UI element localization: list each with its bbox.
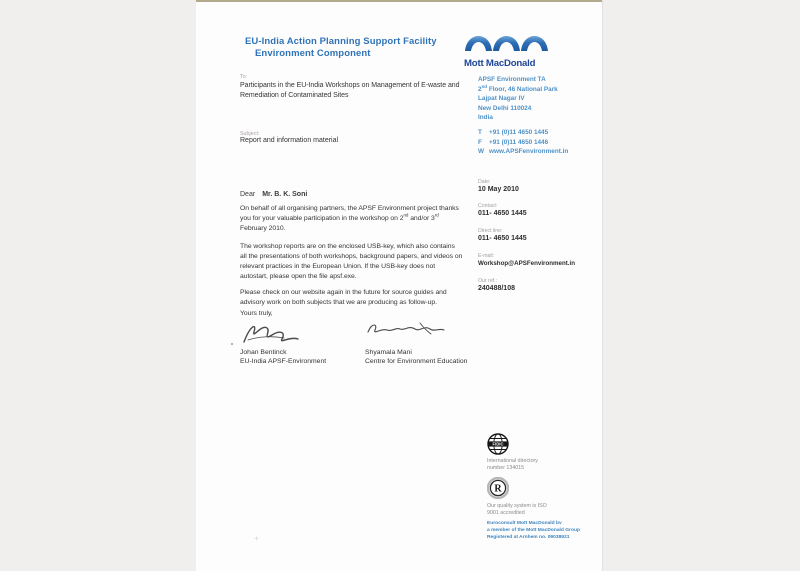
- contact-value: 011- 4650 1445: [478, 210, 527, 217]
- fax-value: +91 (0)11 4650 1446: [489, 138, 549, 146]
- address-line5: India: [478, 114, 493, 121]
- signature-shyamala-mani-icon: [365, 320, 447, 338]
- address-line2-b: Floor, 46 National Park: [487, 85, 558, 93]
- subject-label: Subject:: [240, 131, 260, 137]
- p1-line2-a: you for your valuable participation in the workshop on 2: [240, 215, 404, 222]
- letter-title: [245, 36, 437, 59]
- p1-line2: [240, 214, 459, 224]
- company-line3: Registered at Arnhem no. 09038921: [487, 534, 570, 540]
- address-line3: Lajpat Nagar IV: [478, 95, 525, 102]
- paragraph-2: [240, 242, 462, 282]
- signatory-left: [240, 348, 326, 366]
- signatory-right-name: Shyamala Mani: [365, 349, 412, 356]
- phone-key: T: [478, 129, 482, 136]
- subject-value: Report and information material: [240, 137, 339, 144]
- fax-line: [478, 138, 568, 148]
- p2-line3: relevant practices in the European Union. If the USB-key does not: [240, 263, 436, 270]
- iso-caption-line2: 9001 accredited: [487, 510, 525, 516]
- closing: Yours truly,: [240, 310, 273, 317]
- address-line4: New Delhi 110024: [478, 104, 532, 112]
- company-registration: [487, 521, 580, 541]
- contact-label: Contact:: [478, 203, 498, 209]
- registered-quality-icon: [487, 477, 509, 499]
- registered-mark-letter: R: [494, 483, 502, 495]
- fidic-caption-line2: number 134015: [487, 465, 525, 471]
- address-line2-a: 2: [478, 85, 482, 93]
- signatory-right-org: Centre for Environment Education: [365, 358, 468, 365]
- fax-key: F: [478, 138, 482, 146]
- to-label: To:: [240, 74, 248, 80]
- paragraph-1: [240, 204, 459, 234]
- p2-line4: autostart, please open the file apsf.exe.: [240, 273, 357, 280]
- mott-macdonald-logo: [464, 28, 550, 69]
- p1-line2-b: and/or 3: [408, 215, 435, 222]
- registration-cross-mark: +: [254, 534, 259, 543]
- address-sup-nd: nd: [481, 83, 488, 89]
- letter-page: [196, 0, 603, 571]
- web-line: [478, 147, 568, 157]
- phone-value: +91 (0)11 4650 1445: [489, 129, 549, 136]
- fidic-caption-line1: International directory: [487, 458, 538, 464]
- signatory-right: [365, 348, 467, 366]
- email-value: Workshop@APSFenvironment.in: [478, 260, 576, 267]
- company-line2: a member of the Mott MacDonald Group: [487, 527, 580, 533]
- date-label: Date:: [478, 179, 491, 185]
- office-address: [478, 75, 558, 123]
- fidic-globe-icon: [487, 433, 509, 455]
- direct-line-label: Direct line:: [478, 228, 503, 234]
- p1-sup-rd: rd: [434, 212, 439, 218]
- contact-block: [478, 128, 568, 157]
- phone-line: [478, 128, 568, 138]
- web-key: W: [478, 148, 485, 155]
- signatory-left-name: Johan Bentinck: [240, 349, 287, 356]
- letter-title-line1: EU-India Action Planning Support Facility: [245, 36, 437, 47]
- recipient-block: [240, 81, 459, 101]
- web-value: www.APSFenvironment.in: [489, 148, 569, 155]
- mott-macdonald-wordmark: Mott MacDonald: [464, 58, 536, 69]
- iso-caption: [487, 503, 547, 517]
- company-line1: Euroconsult Mott MacDonald bv: [487, 521, 562, 526]
- salutation-dear: Dear: [240, 191, 256, 198]
- direct-line-value: 011- 4650 1445: [478, 235, 527, 242]
- p2-line2: all the presentations of both workshops, background papers, and videos on: [240, 253, 463, 260]
- recipient-line2: Remediation of Contaminated Sites: [240, 92, 349, 99]
- iso-caption-line1: Our quality system is ISO: [487, 503, 547, 509]
- date-value: 10 May 2010: [478, 186, 519, 193]
- our-ref-value: 240488/108: [478, 285, 515, 292]
- salutation-name: Mr. B. K. Soni: [262, 191, 308, 198]
- recipient-line1: Participants in the EU-India Workshops on Management of E-waste and: [240, 82, 460, 89]
- mott-arches-icon: [464, 28, 548, 52]
- p2-line1: The workshop reports are on the enclosed USB-key, which also contains: [240, 243, 455, 250]
- salutation: [240, 191, 307, 198]
- paragraph-3: [240, 288, 447, 308]
- page-top-edge: [196, 0, 602, 2]
- signature-johan-bentinck-icon: [240, 320, 302, 346]
- p1-line1: On behalf of all organising partners, the APSF Environment project thanks: [240, 205, 459, 212]
- p1-sup-nd: nd: [403, 212, 409, 218]
- address-line1: APSF Environment TA: [478, 76, 546, 83]
- fidic-caption: [487, 458, 538, 472]
- address-line2: [478, 85, 558, 95]
- email-label: E-mail:: [478, 253, 495, 259]
- p1-line3: February 2010.: [240, 225, 286, 232]
- signatory-left-org: EU-India APSF-Environment: [240, 358, 327, 365]
- our-ref-label: Our ref.:: [478, 278, 498, 284]
- p3-line1: Please check on our website again in the future for source guides and: [240, 289, 447, 296]
- fidic-wordmark: FIDIC: [492, 441, 504, 447]
- p3-line2: advisory work on both subjects that we are producing as follow-up.: [240, 299, 437, 306]
- ink-dot: [231, 343, 233, 345]
- letter-title-line2: Environment Component: [255, 47, 371, 59]
